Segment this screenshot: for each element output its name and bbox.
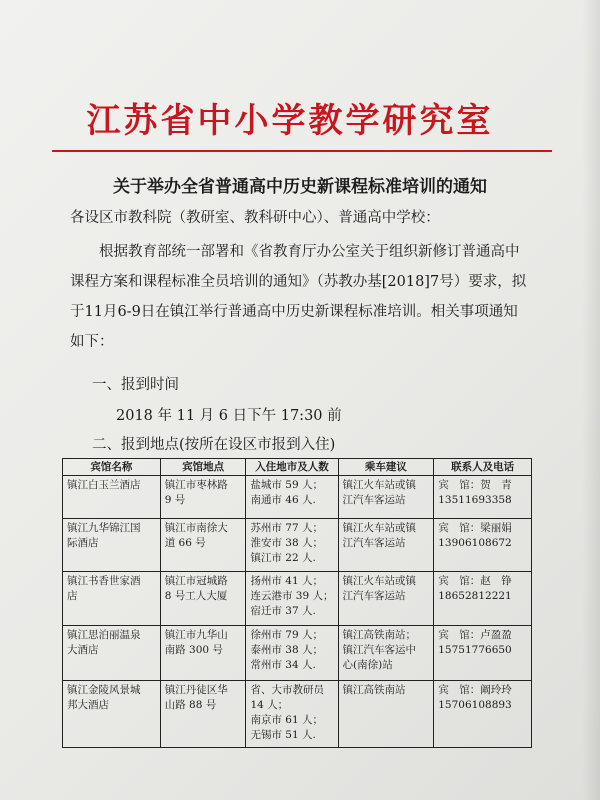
column-header: 宾馆地点	[160, 459, 246, 476]
cell-line: 宾 馆：梁丽娟	[438, 522, 512, 534]
contact-cell	[434, 681, 532, 748]
cell-line: 道 66 号	[164, 537, 206, 549]
cell-line: 无锡市 51 人.	[250, 729, 316, 741]
cell-line: 宿迁市 37 人.	[250, 605, 316, 617]
hotel-name-cell	[63, 519, 161, 572]
hotel-name-cell	[63, 626, 161, 681]
cell-line: 江汽车客运站	[342, 590, 406, 602]
cell-line: 镇江市九华山	[164, 629, 228, 641]
cell-line: 苏州市 77 人；	[250, 522, 323, 534]
page-edge-shadow	[582, 0, 600, 800]
hotel-address-cell	[160, 626, 246, 681]
cities-count-cell	[246, 519, 338, 572]
column-header: 入住地市及人数	[246, 459, 338, 476]
cell-line: 淮安市 38 人；	[250, 537, 323, 549]
hotel-name-cell	[63, 572, 161, 626]
cell-line: 13906108672	[438, 537, 512, 549]
cell-line: 山路 88 号	[164, 699, 217, 711]
hotel-address-cell	[160, 519, 246, 572]
hotel-address-cell	[160, 476, 246, 519]
letterhead-red-rule	[52, 150, 552, 152]
letterhead-title: 江苏省中小学教学研究室	[86, 101, 494, 141]
contact-cell	[434, 626, 532, 681]
notice-title: 关于举办全省普通高中历史新课程标准培训的通知	[113, 177, 487, 197]
report-time: 2018 年 11 月 6 日下午 17:30 前	[116, 408, 342, 424]
cell-line: 镇江丹徒区华	[164, 684, 228, 696]
cell-line: 盐城市 59 人；	[250, 479, 323, 491]
hotel-table	[62, 458, 532, 748]
cities-count-cell	[246, 626, 338, 681]
cell-line: 15706108893	[438, 699, 512, 711]
cell-line: 大酒店	[67, 644, 99, 656]
cell-line: 省、大市教研员	[250, 684, 324, 696]
cell-line: 镇江思泊丽温泉	[67, 629, 141, 641]
cell-line: 镇江九华锦江国	[67, 522, 141, 534]
cell-line: 连云港市 39 人；	[250, 590, 334, 602]
cell-line: 8 号工人大厦	[164, 590, 228, 602]
table-row	[63, 626, 532, 681]
contact-cell	[434, 476, 532, 519]
table-row	[63, 476, 532, 519]
table-row	[63, 519, 532, 572]
cell-line: 店	[67, 590, 78, 602]
cell-line: 南京市 61 人；	[250, 714, 323, 726]
cell-line: 际酒店	[67, 537, 99, 549]
hotel-address-cell	[160, 681, 246, 748]
transport-cell	[338, 519, 434, 572]
cell-line: 南通市 46 人.	[250, 494, 316, 506]
cell-line: 15751776650	[438, 644, 512, 656]
column-header: 乘车建议	[338, 459, 434, 476]
section-heading-location: 二、报到地点(按所在设区市报到入住)	[92, 437, 336, 453]
cell-line: 泰州市 38 人；	[250, 644, 323, 656]
cell-line: 13511693358	[438, 494, 512, 506]
cell-line: 扬州市 41 人；	[250, 575, 323, 587]
cell-line: 宾 馆：贺 青	[438, 479, 512, 491]
cell-line: 宾 馆：阚玲玲	[438, 684, 512, 696]
cell-line: 镇江市枣林路	[164, 479, 228, 491]
cell-line: 镇江火车站或镇	[342, 522, 416, 534]
cell-line: 徐州市 79 人；	[250, 629, 323, 641]
contact-cell	[434, 519, 532, 572]
section-heading-time: 一、报到时间	[92, 377, 179, 393]
hotel-address-cell	[160, 572, 246, 626]
contact-cell	[434, 572, 532, 626]
cell-line: 江汽车客运站	[342, 494, 406, 506]
table-row	[63, 681, 532, 748]
column-header: 联系人及电话	[434, 459, 532, 476]
notice-recipients: 各设区市教科院（教研室、教科研中心）、普通高中学校：	[70, 210, 440, 226]
cell-line: 镇江白玉兰酒店	[67, 479, 141, 491]
cell-line: 心(南徐)站	[342, 659, 393, 671]
cities-count-cell	[246, 681, 338, 748]
cell-line: 常州市 34 人.	[250, 659, 316, 671]
cell-line: 镇江火车站或镇	[342, 575, 416, 587]
cell-line: 镇江金陵风景城	[67, 684, 141, 696]
table-header-row	[63, 459, 532, 476]
cell-line: 邦大酒店	[67, 699, 109, 711]
cell-line: 镇江汽车客运中	[342, 644, 416, 656]
table-row	[63, 572, 532, 626]
cell-line: 镇江书香世家酒	[67, 575, 141, 587]
cities-count-cell	[246, 572, 338, 626]
transport-cell	[338, 681, 434, 748]
cell-line: 镇江火车站或镇	[342, 479, 416, 491]
transport-cell	[338, 626, 434, 681]
cities-count-cell	[246, 476, 338, 519]
column-header: 宾馆名称	[63, 459, 161, 476]
cell-line: 14 人；	[250, 699, 289, 711]
cell-line: 南路 300 号	[164, 644, 223, 656]
hotel-name-cell	[63, 681, 161, 748]
transport-cell	[338, 476, 434, 519]
cell-line: 镇江高铁南站	[342, 684, 406, 696]
cell-line: 镇江市 22 人.	[250, 552, 316, 564]
notice-body: 根据教育部统一部署和《省教育厅办公室关于组织新修订普通高中课程方案和课程标准全员培训的通知》（苏教办基[2018]7号）要求，拟于11月6-9日在镇江举行普通高中历史新课程标准培训。相关事项通知如下：	[70, 244, 527, 350]
cell-line: 宾 馆：赵 铮	[438, 575, 512, 587]
hotel-name-cell	[63, 476, 161, 519]
cell-line: 江汽车客运站	[342, 537, 406, 549]
cell-line: 9 号	[164, 494, 186, 506]
cell-line: 镇江市南徐大	[164, 522, 228, 534]
transport-cell	[338, 572, 434, 626]
cell-line: 18652812221	[438, 590, 512, 602]
cell-line: 镇江高铁南站；	[342, 629, 416, 641]
cell-line: 宾 馆：卢盈盈	[438, 629, 512, 641]
cell-line: 镇江市冠城路	[164, 575, 228, 587]
